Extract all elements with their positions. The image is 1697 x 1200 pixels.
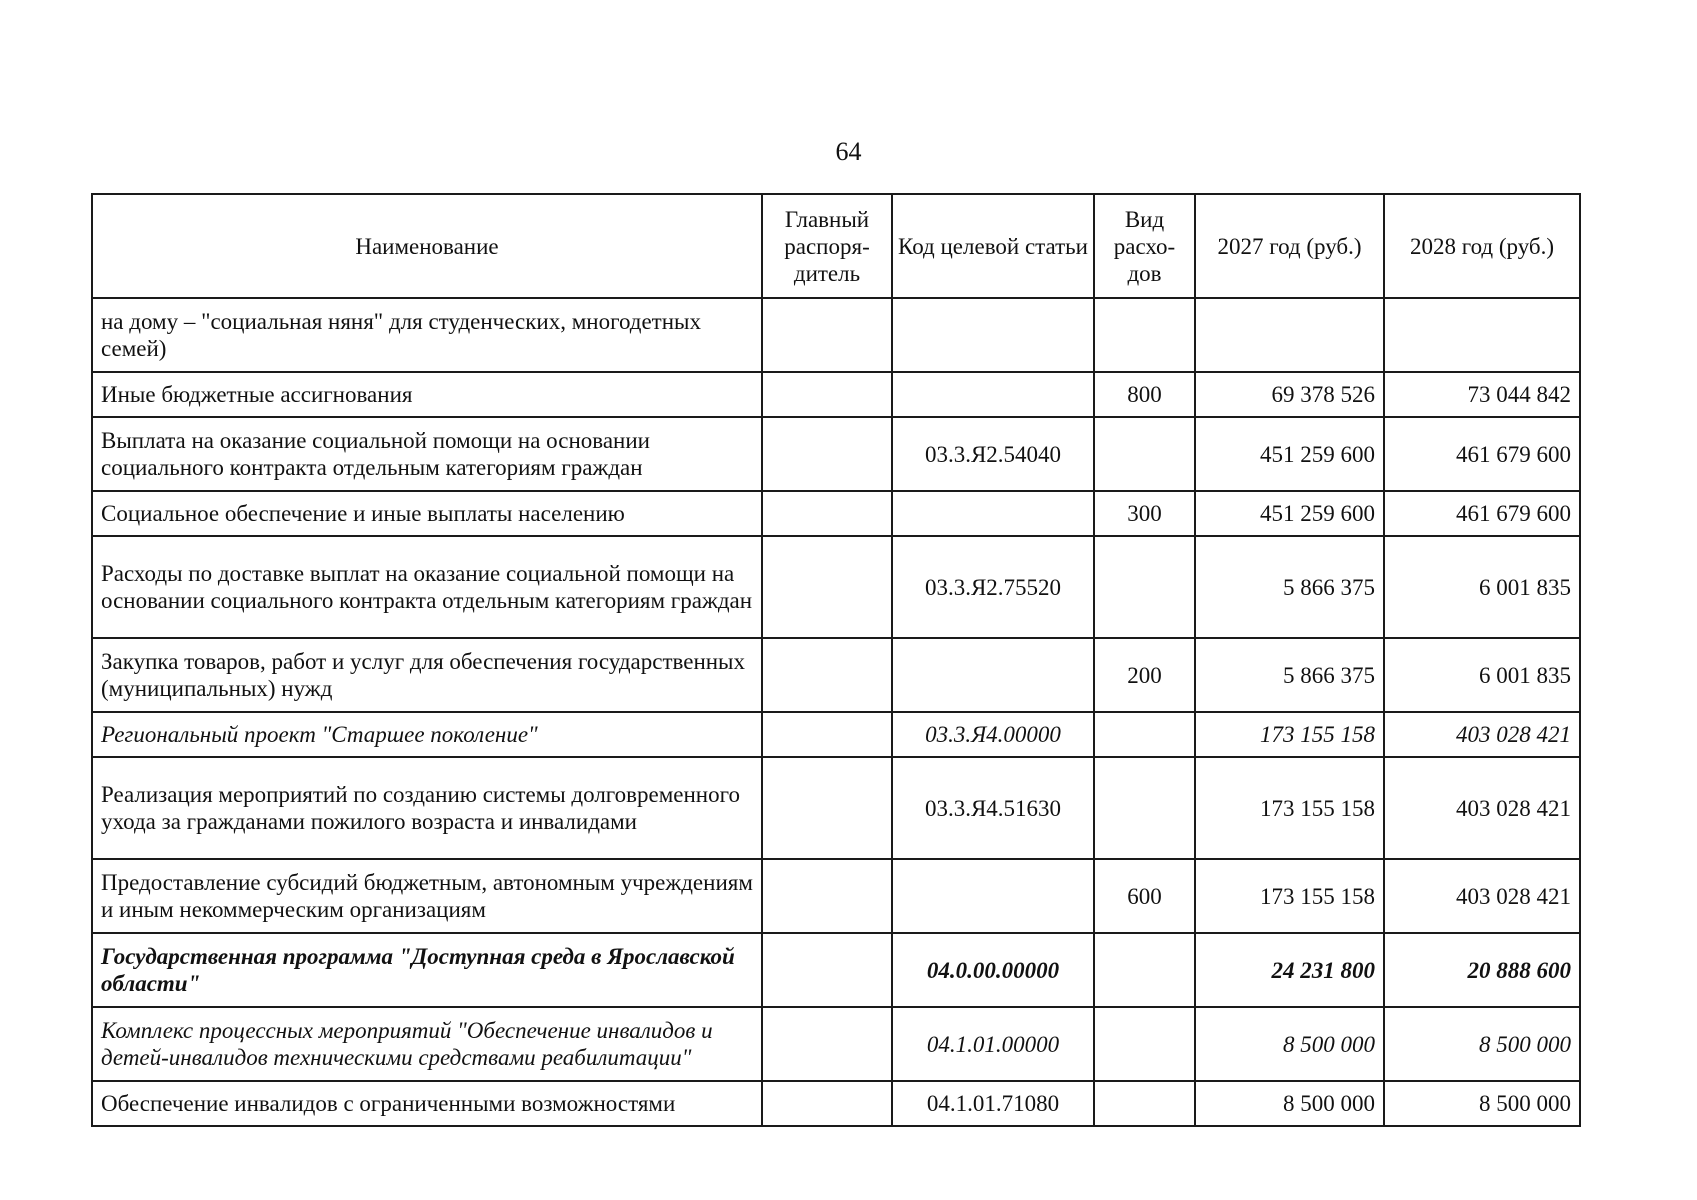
row-name: Выплата на оказание социальной помощи на основании социального контракта отдельным категориям граждан <box>92 417 762 491</box>
row-code: 03.3.Я2.54040 <box>892 417 1094 491</box>
row-name: Расходы по доставке выплат на оказание социальной помощи на основании социального контракта отдельным категориям граждан <box>92 536 762 638</box>
row-2028: 461 679 600 <box>1384 491 1580 536</box>
row-type <box>1094 1007 1195 1081</box>
row-2028: 6 001 835 <box>1384 536 1580 638</box>
row-code: 03.3.Я2.75520 <box>892 536 1094 638</box>
row-2028: 403 028 421 <box>1384 757 1580 859</box>
row-name: Социальное обеспечение и иные выплаты населению <box>92 491 762 536</box>
row-2028: 8 500 000 <box>1384 1081 1580 1126</box>
row-2028 <box>1384 298 1580 372</box>
row-2027: 173 155 158 <box>1195 859 1384 933</box>
table-row <box>92 757 1580 859</box>
row-code: 03.3.Я4.51630 <box>892 757 1094 859</box>
row-code <box>892 491 1094 536</box>
row-type <box>1094 933 1195 1007</box>
table-row <box>92 712 1580 757</box>
row-manager <box>762 298 892 372</box>
row-code <box>892 298 1094 372</box>
row-type: 800 <box>1094 372 1195 417</box>
row-manager <box>762 536 892 638</box>
table-row <box>92 859 1580 933</box>
row-name: Комплекс процессных мероприятий "Обеспечение инвалидов и детей-инвалидов техническими средствами реабилитации" <box>92 1007 762 1081</box>
row-name: Государственная программа "Доступная среда в Ярославской области" <box>92 933 762 1007</box>
row-code <box>892 638 1094 712</box>
row-manager <box>762 1007 892 1081</box>
row-2027: 24 231 800 <box>1195 933 1384 1007</box>
row-manager <box>762 933 892 1007</box>
row-code: 04.1.01.71080 <box>892 1081 1094 1126</box>
header-manager: Главный распоря-дитель <box>762 194 892 298</box>
header-type: Вид расхо-дов <box>1094 194 1195 298</box>
row-type: 300 <box>1094 491 1195 536</box>
row-type <box>1094 1081 1195 1126</box>
row-2027: 451 259 600 <box>1195 417 1384 491</box>
table-row <box>92 1007 1580 1081</box>
table-row <box>92 491 1580 536</box>
row-manager <box>762 757 892 859</box>
row-name: Иные бюджетные ассигнования <box>92 372 762 417</box>
row-manager <box>762 712 892 757</box>
row-2027: 8 500 000 <box>1195 1007 1384 1081</box>
table-row <box>92 298 1580 372</box>
row-2027: 5 866 375 <box>1195 638 1384 712</box>
header-2028: 2028 год (руб.) <box>1384 194 1580 298</box>
row-2027: 69 378 526 <box>1195 372 1384 417</box>
row-2028: 461 679 600 <box>1384 417 1580 491</box>
table-row <box>92 372 1580 417</box>
row-manager <box>762 372 892 417</box>
row-2028: 8 500 000 <box>1384 1007 1580 1081</box>
table-row <box>92 638 1580 712</box>
row-manager <box>762 491 892 536</box>
row-2027: 8 500 000 <box>1195 1081 1384 1126</box>
row-type <box>1094 712 1195 757</box>
row-name: Региональный проект "Старшее поколение" <box>92 712 762 757</box>
row-name: Реализация мероприятий по созданию системы долговременного ухода за гражданами пожилого возраста и инвалидами <box>92 757 762 859</box>
row-name: Закупка товаров, работ и услуг для обеспечения государственных (муниципальных) нужд <box>92 638 762 712</box>
row-2028: 73 044 842 <box>1384 372 1580 417</box>
row-type: 200 <box>1094 638 1195 712</box>
row-type <box>1094 417 1195 491</box>
table-row <box>92 536 1580 638</box>
row-2027: 173 155 158 <box>1195 712 1384 757</box>
row-2028: 6 001 835 <box>1384 638 1580 712</box>
row-2028: 403 028 421 <box>1384 859 1580 933</box>
row-code: 04.1.01.00000 <box>892 1007 1094 1081</box>
row-2027: 451 259 600 <box>1195 491 1384 536</box>
row-code <box>892 859 1094 933</box>
row-name: Обеспечение инвалидов с ограниченными возможностями <box>92 1081 762 1126</box>
row-manager <box>762 1081 892 1126</box>
row-manager <box>762 417 892 491</box>
row-type <box>1094 298 1195 372</box>
row-type <box>1094 536 1195 638</box>
row-name: Предоставление субсидий бюджетным, автономным учреждениям и иным некоммерческим организациям <box>92 859 762 933</box>
header-code: Код целевой статьи <box>892 194 1094 298</box>
row-2027: 173 155 158 <box>1195 757 1384 859</box>
budget-table <box>91 193 1581 1127</box>
row-2028: 403 028 421 <box>1384 712 1580 757</box>
row-2028: 20 888 600 <box>1384 933 1580 1007</box>
table-header-row <box>92 194 1580 298</box>
row-code <box>892 372 1094 417</box>
row-2027: 5 866 375 <box>1195 536 1384 638</box>
table-row <box>92 1081 1580 1126</box>
row-code: 03.3.Я4.00000 <box>892 712 1094 757</box>
row-manager <box>762 638 892 712</box>
row-type <box>1094 757 1195 859</box>
page-number: 64 <box>835 137 862 166</box>
row-2027 <box>1195 298 1384 372</box>
row-code: 04.0.00.00000 <box>892 933 1094 1007</box>
row-type: 600 <box>1094 859 1195 933</box>
table-row <box>92 417 1580 491</box>
header-name: Наименование <box>92 194 762 298</box>
header-2027: 2027 год (руб.) <box>1195 194 1384 298</box>
row-manager <box>762 859 892 933</box>
table-row <box>92 933 1580 1007</box>
row-name: на дому – "социальная няня" для студенческих, многодетных семей) <box>92 298 762 372</box>
